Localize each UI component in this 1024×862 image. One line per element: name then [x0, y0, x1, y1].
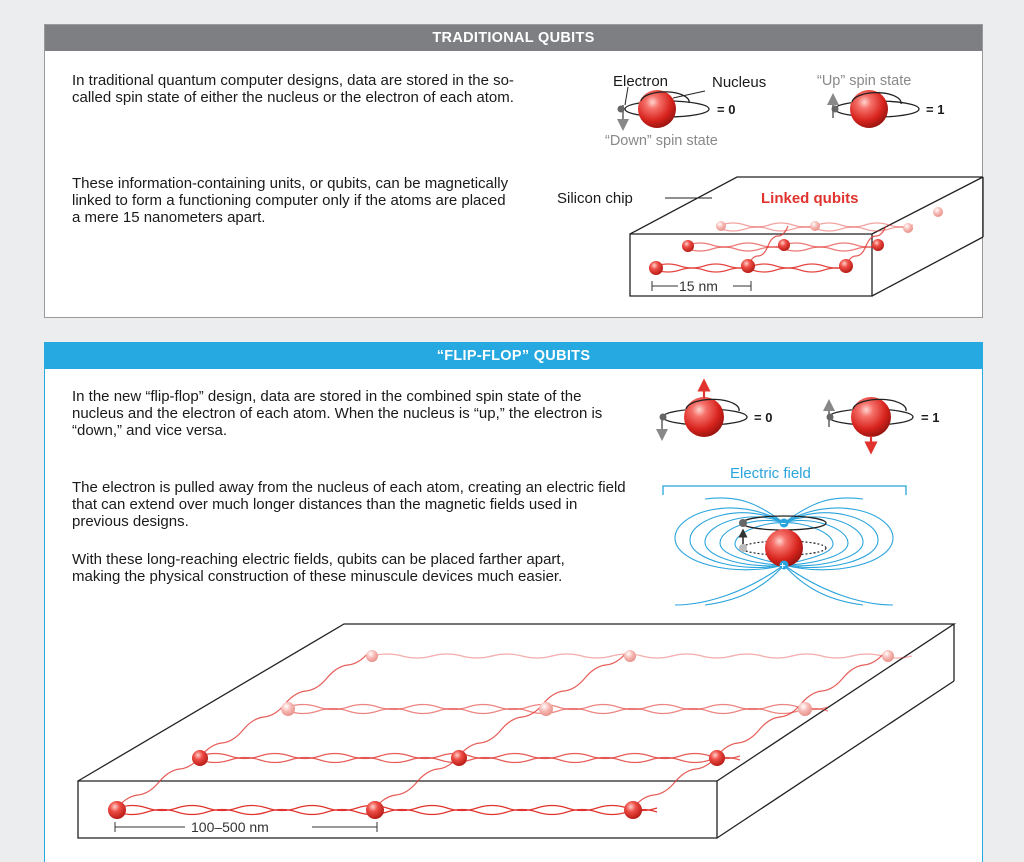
traditional-diagram: [45, 25, 984, 319]
flip-flop-header: “FLIP-FLOP” QUBITS: [45, 343, 982, 369]
label-electron: Electron: [613, 73, 669, 90]
label-nucleus: Nucleus: [712, 74, 767, 91]
scale-label-large: 100–500 nm: [191, 819, 269, 835]
plus-sign: +: [780, 560, 786, 571]
flipflop-state-one-atom: [827, 397, 914, 448]
flip-flop-para-3: With these long-reaching electric fields, qubits can be placed farther apart, making the physical construction of these minuscule devices much easier.: [72, 551, 565, 585]
flip-flop-para-2: The electron is pulled away from the nucleus of each atom, creating an electric field that can extend over much longer distances than the magnetic fields used in previous designs.: [72, 479, 626, 530]
eq-zero-traditional: = 0: [717, 102, 736, 117]
flip-flop-diagram: [45, 343, 984, 843]
flipflop-state-zero-atom: [660, 385, 748, 437]
nucleus-ball: [638, 90, 676, 128]
eq-one-flipflop: = 1: [921, 410, 940, 425]
traditional-header: TRADITIONAL QUBITS: [45, 25, 982, 51]
traditional-para-2: These information-containing units, or qubits, can be magnetically linked to form a functioning computer only if the atoms are placed a mere 15 nanometers apart.: [72, 175, 509, 226]
field-bracket: [663, 486, 906, 495]
qubit-atoms: [649, 207, 943, 275]
flip-flop-qubits-panel: [44, 342, 983, 862]
label-silicon-chip: Silicon chip: [557, 190, 633, 207]
eq-one-traditional: = 1: [926, 102, 945, 117]
spin-down-atom: [618, 87, 710, 128]
large-chip-atoms: [108, 650, 894, 819]
scale-label-15nm: 15 nm: [679, 278, 718, 294]
traditional-qubits-panel: [44, 24, 983, 318]
minus-sign: −: [780, 518, 786, 529]
electron-dot: [618, 106, 625, 113]
label-linked-qubits: Linked qubits: [761, 190, 859, 207]
traditional-para-1: In traditional quantum computer designs, data are stored in the so-called spin state of either the nucleus or the electron of each atom.: [72, 72, 514, 106]
flip-flop-para-1: In the new “flip-flop” design, data are stored in the combined spin state of the nucleus and the electron of each atom. When the nucleus is “up,” the electron is “down,” and vice versa.: [72, 388, 603, 439]
large-chip-links: [117, 652, 912, 815]
label-up-spin: “Up” spin state: [817, 73, 912, 89]
label-down-spin: “Down” spin state: [605, 133, 718, 149]
spin-up-atom: [832, 90, 920, 128]
label-electric-field: Electric field: [730, 465, 811, 482]
eq-zero-flipflop: = 0: [754, 410, 773, 425]
